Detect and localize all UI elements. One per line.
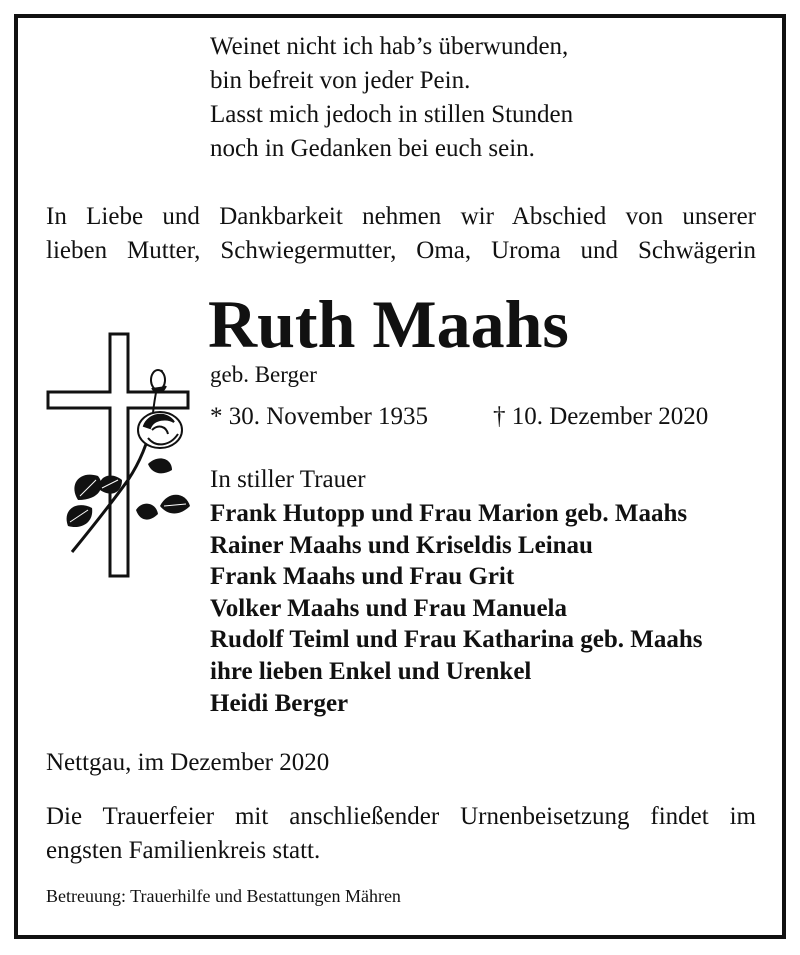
deceased-name: Ruth Maahs — [208, 286, 569, 362]
care-note: Betreuung: Trauerhilfe und Bestattungen Mähren — [46, 886, 401, 906]
intro-text — [46, 200, 756, 268]
poem-line: Lasst mich jedoch in stillen Stunden — [210, 101, 574, 128]
mourners-list — [210, 498, 702, 719]
mourner-name: Rudolf Teiml und Frau Katharina geb. Maahs — [210, 626, 703, 654]
poem-line: bin befreit von jeder Pein. — [210, 67, 471, 94]
cross-with-rose-icon — [40, 330, 200, 585]
ceremony-line-2: engsten Familienkreis statt. — [46, 837, 321, 864]
intro-line-2: lieben Mutter, Schwiegermutter, Oma, Uroma und Schwägerin — [46, 237, 756, 264]
ceremony-line-1: Die Trauerfeier mit anschließender Urnenbeisetzung findet im — [46, 803, 756, 830]
mourner-name: Heidi Berger — [210, 689, 349, 717]
poem-line: Weinet nicht ich hab’s überwunden, — [210, 33, 569, 60]
life-dates — [210, 400, 709, 434]
mourner-name: Volker Maahs und Frau Manuela — [210, 594, 568, 622]
place-date: Nettgau, im Dezember 2020 — [46, 749, 330, 776]
poem — [210, 30, 573, 166]
mourner-name: Frank Hutopp und Frau Marion geb. Maahs — [210, 500, 688, 527]
maiden-name: geb. Berger — [210, 362, 317, 387]
mourning-heading: In stiller Trauer — [210, 466, 366, 493]
birth-date: * 30. November 1935 — [210, 403, 429, 430]
poem-line: noch in Gedanken bei euch sein. — [210, 135, 535, 162]
death-date: † 10. Dezember 2020 — [493, 403, 709, 430]
mourner-name: Rainer Maahs und Kriseldis Leinau — [210, 531, 593, 559]
mourner-name: Frank Maahs und Frau Grit — [210, 563, 515, 591]
ceremony-text — [46, 800, 756, 868]
intro-line-1: In Liebe und Dankbarkeit nehmen wir Abschied von unserer — [46, 203, 756, 230]
mourner-name: ihre lieben Enkel und Urenkel — [210, 657, 532, 685]
